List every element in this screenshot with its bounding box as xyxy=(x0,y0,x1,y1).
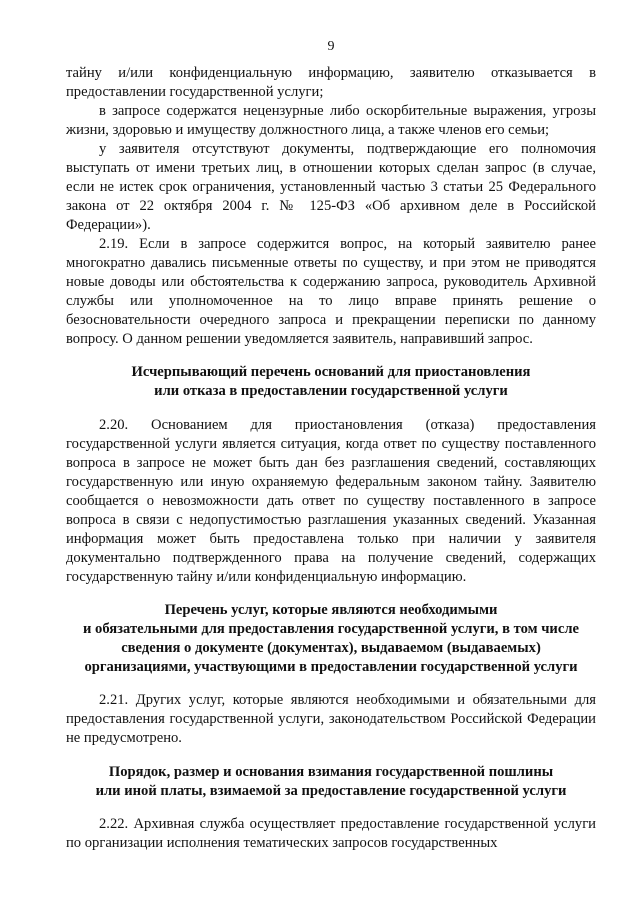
section-heading-grounds-refusal xyxy=(66,363,596,401)
paragraph-2-19: 2.19. Если в запросе содержится вопрос, на который заявителю ранее многократно давались письменные ответы по существу, и при этом не приводятся новые доводы или обстоятельства к содержанию запроса, руководитель Архивной службы или уполномоченное на то лицо вправе принять решение о безосновательности очередного запроса и прекращении переписки по данному вопросу. О данном решении уведомляется заявитель, направивший запрос. xyxy=(66,236,596,347)
heading-line: сведения о документе (документах), выдаваемом (выдаваемых) xyxy=(121,640,541,656)
paragraph-2-21: 2.21. Других услуг, которые являются необходимыми и обязательными для предоставления государственной услуги, законодательством Российской Федерации не предусмотрено. xyxy=(66,692,596,746)
paragraph-missing-authority: у заявителя отсутствуют документы, подтверждающие его полномочия выступать от имени третьих лиц, в отношении которых сделан запрос (в случае, если не истек срок ограничения, установленный частью 3 статьи 25 Федерального закона от 22 октября 2004 г. № 125-ФЗ «Об архивном деле в Российской Федерации»). xyxy=(66,141,596,233)
section-heading-required-services xyxy=(66,601,596,677)
heading-line: или отказа в предоставлении государственной услуги xyxy=(154,383,508,399)
paragraph-continuation: тайну и/или конфиденциальную информацию, заявителю отказывается в предоставлении государственной услуги; xyxy=(66,65,596,100)
heading-line: Порядок, размер и основания взимания государственной пошлины xyxy=(108,764,554,780)
paragraph-2-20: 2.20. Основанием для приостановления (отказа) предоставления государственной услуги является ситуация, когда ответ по существу поставленного вопроса в запросе не может быть дан без разглашения сведений, составляющих государственную или иную охраняемую федеральным законом тайну. Заявителю сообщается о невозможности дать ответ по существу поставленного в запросе вопроса в связи с недопустимостью разглашения указанных сведений. Указанная информация может быть предоставлена только при наличии у заявителя документально подтвержденного права на получение сведений, содержащих государственную тайну и/или конфиденциальную информацию. xyxy=(66,417,596,585)
heading-line: организациями, участвующими в предоставлении государственной услуги xyxy=(84,659,578,675)
heading-line: Перечень услуг, которые являются необходимыми xyxy=(164,602,498,618)
paragraph-obscene-language: в запросе содержатся нецензурные либо оскорбительные выражения, угрозы жизни, здоровью и имуществу должностного лица, а также членов его семьи; xyxy=(66,103,596,138)
heading-line: и обязательными для предоставления государственной услуги, в том числе xyxy=(83,621,579,637)
heading-line: Исчерпывающий перечень оснований для приостановления xyxy=(131,364,531,380)
page-number: 9 xyxy=(327,39,335,54)
section-heading-state-fee xyxy=(66,763,596,801)
paragraph-2-22: 2.22. Архивная служба осуществляет предоставление государственной услуги по организации исполнения тематических запросов государственных xyxy=(66,816,596,851)
heading-line: или иной платы, взимаемой за предоставление государственной услуги xyxy=(95,783,567,799)
